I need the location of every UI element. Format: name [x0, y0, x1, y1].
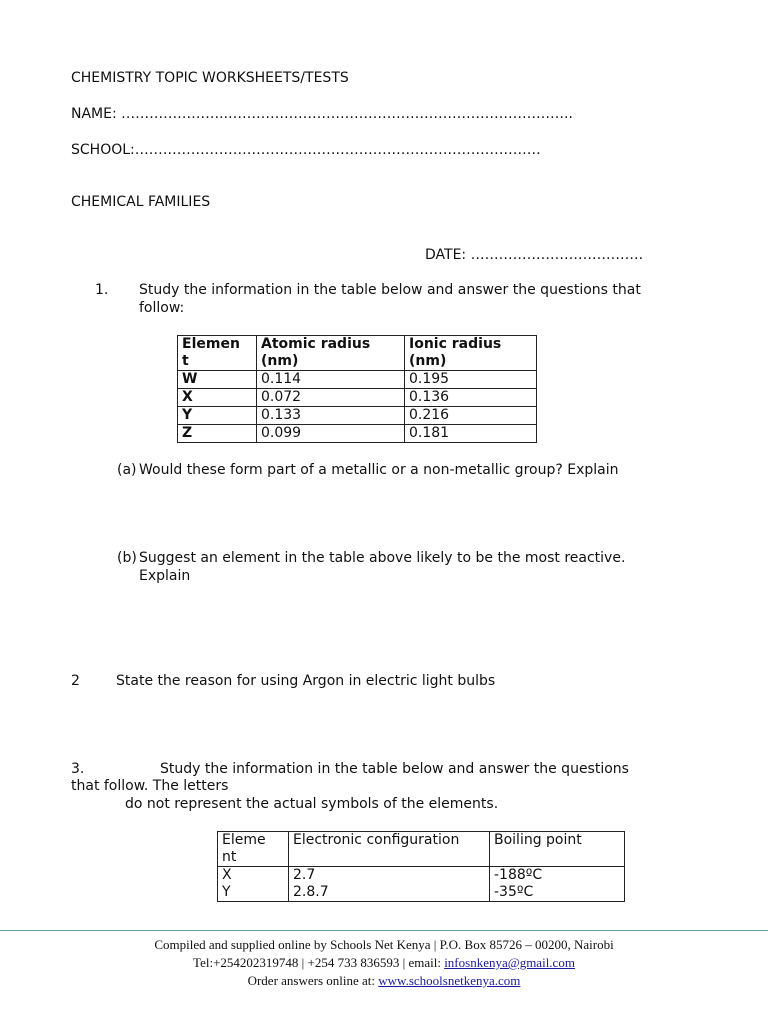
date-line [425, 247, 643, 263]
table-row [178, 371, 537, 389]
q1-text-line2: follow: [139, 300, 185, 316]
topic-heading: CHEMICAL FAMILIES [71, 194, 211, 210]
q2-number: 2 [71, 673, 80, 689]
table-header-row [178, 336, 537, 371]
footer-website-link[interactable]: www.schoolsnetkenya.com [378, 973, 521, 988]
table-header-cell: Eleme nt [218, 832, 289, 867]
table-cell: X [218, 867, 289, 885]
q3-text-line2: that follow. The letters [71, 778, 229, 794]
table-cell: 0.181 [405, 425, 537, 443]
table-row [218, 884, 625, 902]
table-header-cell: Electronic configuration [289, 832, 490, 867]
q1-text-line1: Study the information in the table below and answer the questions that [139, 282, 641, 298]
footer-email-link[interactable]: infosnkenya@gmail.com [444, 955, 575, 970]
footer-line3 [0, 972, 768, 990]
q3-table [217, 831, 625, 902]
table-cell: 0.099 [257, 425, 405, 443]
q1-table [177, 335, 537, 443]
table-row [178, 407, 537, 425]
q1b-text-line2: Explain [139, 568, 191, 584]
footer-line2 [0, 954, 768, 972]
q3-text-line1: Study the information in the table below and answer the questions [160, 761, 629, 777]
q1-number: 1. [95, 282, 109, 298]
table-cell: 0.216 [405, 407, 537, 425]
q1b-label: (b) [117, 550, 137, 566]
table-cell: 0.195 [405, 371, 537, 389]
table-row [218, 867, 625, 885]
table-header-cell: Ionic radius (nm) [405, 336, 537, 371]
date-fill-dots: ………………………………. [470, 247, 644, 263]
name-label: NAME: [71, 106, 117, 122]
footer-line1: Compiled and supplied online by Schools Net Kenya | P.O. Box 85726 – 00200, Nairobi [154, 937, 614, 952]
table-cell: W [178, 371, 257, 389]
table-header-cell: Boiling point [490, 832, 625, 867]
table-cell: Y [178, 407, 257, 425]
worksheet-title: CHEMISTRY TOPIC WORKSHEETS/TESTS [71, 70, 349, 86]
school-fill-dots: …………………………………………………………………………… [134, 142, 541, 158]
table-header-cell: Atomic radius (nm) [257, 336, 405, 371]
table-header-row [218, 832, 625, 867]
q3-text-line3: do not represent the actual symbols of the elements. [125, 796, 499, 812]
date-label: DATE: [425, 247, 467, 263]
table-header-cell: Elemen t [178, 336, 257, 371]
table-cell: Z [178, 425, 257, 443]
table-cell: X [178, 389, 257, 407]
table-cell: 0.072 [257, 389, 405, 407]
footer-contact: Tel:+254202319748 | +254 733 836593 | email: [193, 955, 445, 970]
q1a-text: Would these form part of a metallic or a non-metallic group? Explain [139, 462, 619, 478]
table-cell: Y [218, 884, 289, 902]
name-line [71, 106, 573, 122]
q1b-text-line1: Suggest an element in the table above likely to be the most reactive. [139, 550, 626, 566]
name-fill-dots: …………………..……………………………………………………………….. [121, 106, 573, 122]
table-cell: 2.7 [289, 867, 490, 885]
school-line [71, 142, 541, 158]
table-cell: -188ºC [490, 867, 625, 885]
table-row [178, 425, 537, 443]
school-label: SCHOOL: [71, 142, 135, 158]
table-cell: 0.114 [257, 371, 405, 389]
table-row [178, 389, 537, 407]
q3-number: 3. [71, 761, 85, 777]
q2-text: State the reason for using Argon in electric light bulbs [116, 673, 496, 689]
table-cell: 2.8.7 [289, 884, 490, 902]
table-cell: -35ºC [490, 884, 625, 902]
page-footer [0, 936, 768, 990]
footer-divider [0, 930, 768, 931]
footer-order-text: Order answers online at: [247, 973, 379, 988]
q1a-label: (a) [117, 462, 137, 478]
table-cell: 0.136 [405, 389, 537, 407]
table-cell: 0.133 [257, 407, 405, 425]
